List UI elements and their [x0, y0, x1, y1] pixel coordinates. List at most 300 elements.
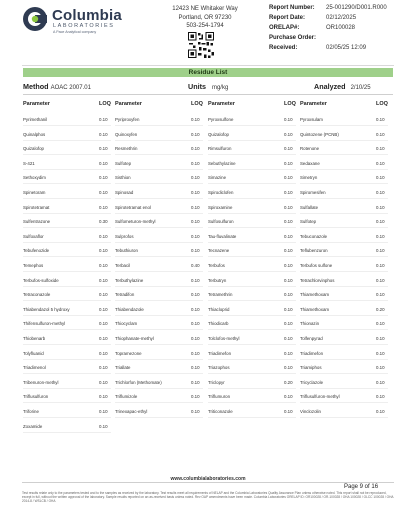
- loq-value: 0.10: [284, 409, 293, 414]
- row-divider: [300, 213, 388, 214]
- parameter-name: Spiroxamine: [208, 204, 233, 210]
- units-label: Units: [188, 82, 206, 91]
- row-divider: [300, 183, 388, 184]
- parameter-name: Quinalphos: [23, 131, 46, 137]
- parameter-name: Sebuthylazine: [208, 160, 236, 166]
- parameter-name: Vinclozolin: [300, 409, 321, 414]
- loq-value: 0.10: [284, 248, 293, 254]
- loq-value: 0.10: [284, 394, 293, 400]
- parameter-name: Quinoxyfen: [115, 131, 138, 137]
- parameter-name: Terbuthylazine: [115, 277, 144, 283]
- row-divider: [300, 125, 388, 126]
- row-divider: [300, 169, 388, 170]
- row-divider: [208, 213, 296, 214]
- report-date-label: Report Date:: [269, 15, 306, 21]
- row-divider: [23, 198, 111, 199]
- parameter-name: Terbacil: [115, 263, 131, 268]
- report-date-value: 02/12/2025: [326, 15, 357, 21]
- row-divider: [300, 417, 388, 418]
- row-divider: [115, 271, 203, 272]
- loq-value: 0.10: [99, 336, 108, 341]
- parameter-name: Tetraconazole: [23, 292, 51, 298]
- loq-value: 0.10: [284, 160, 293, 166]
- row-divider: [300, 344, 388, 345]
- parameter-name: Thifensulfuron-methyl: [23, 321, 66, 327]
- parameter-name: Topramezone: [115, 350, 142, 356]
- parameter-name: Tau-fluvalinate: [208, 233, 237, 239]
- loq-value: 0.10: [191, 350, 200, 356]
- row-divider: [115, 125, 203, 126]
- parameter-name: Sulfentrazone: [23, 219, 51, 225]
- parameter-name: Thiabendazole: [115, 306, 144, 312]
- row-divider: [23, 169, 111, 170]
- parameter-name: Tetrachlorvinphos: [300, 277, 335, 283]
- parameter-name: Terbufos-sulfoxide: [23, 277, 59, 283]
- parameter-name: Pyriproxyfen: [115, 117, 140, 122]
- loq-value: 0.10: [376, 292, 385, 298]
- parameter-name: Terbufos sulfone: [300, 263, 333, 268]
- row-divider: [115, 315, 203, 316]
- row-divider: [208, 315, 296, 316]
- parameter-name: Thiamethoxam: [300, 306, 330, 312]
- row-divider: [300, 256, 388, 257]
- loq-value: 0.20: [376, 306, 385, 312]
- parameter-name: Triflusulfuron: [23, 394, 49, 400]
- footer-divider: [22, 482, 394, 483]
- loq-value: 0.10: [99, 306, 108, 312]
- row-divider: [208, 359, 296, 360]
- row-divider: [23, 154, 111, 155]
- row-divider: [300, 227, 388, 228]
- loq-value: 0.10: [284, 117, 293, 122]
- row-divider: [115, 329, 203, 330]
- parameter-name: Trinexapac-ethyl: [115, 409, 148, 414]
- parameter-name: Spirotetramat enol: [115, 204, 151, 210]
- loq-value: 0.10: [376, 233, 385, 239]
- row-divider: [23, 140, 111, 141]
- units-value: mg/kg: [211, 85, 229, 91]
- loq-value: 0.10: [284, 190, 293, 195]
- loq-value: 0.10: [99, 365, 108, 371]
- loq-value: 0.10: [284, 277, 293, 283]
- row-divider: [23, 315, 111, 316]
- loq-value: 0.10: [191, 365, 200, 371]
- row-divider: [208, 140, 296, 141]
- loq-value: 0.10: [376, 394, 385, 400]
- row-divider: [208, 198, 296, 199]
- row-divider: [115, 373, 203, 374]
- row-divider: [115, 242, 203, 243]
- parameter-name: Tetramethrin: [208, 292, 233, 298]
- report-number-row: [269, 5, 409, 14]
- row-divider: [23, 359, 111, 360]
- row-divider: [208, 256, 296, 257]
- row-divider: [208, 402, 296, 403]
- row-divider: [208, 242, 296, 243]
- loq-value: 0.10: [191, 409, 200, 414]
- parameter-name: Thiabendazol 5 hydroxy: [23, 306, 70, 312]
- loq-value: 0.10: [284, 336, 293, 341]
- row-divider: [300, 388, 388, 389]
- loq-value: 0.10: [99, 117, 108, 122]
- parameter-name: Quizalofop: [208, 131, 229, 137]
- parameter-name: Triforine: [23, 409, 39, 414]
- parameter-name: Triadimenol: [23, 365, 46, 371]
- loq-value: 0.10: [376, 263, 385, 268]
- row-divider: [23, 344, 111, 345]
- method-field: [23, 82, 91, 91]
- loq-value: 0.10: [191, 190, 200, 195]
- loq-value: 0.20: [284, 379, 293, 385]
- parameter-name: Simazine: [208, 175, 227, 181]
- row-divider: [300, 286, 388, 287]
- parameter-name: Rimsulfuron: [208, 146, 232, 152]
- loq-value: 0.10: [376, 190, 385, 195]
- loq-value: 0.40: [191, 263, 200, 268]
- loq-value: 0.10: [99, 248, 108, 254]
- parameter-name: Spirodiclofen: [208, 190, 234, 195]
- row-divider: [208, 344, 296, 345]
- parameter-name: Triticonazole: [208, 409, 233, 414]
- row-divider: [115, 402, 203, 403]
- parameter-name: Spirotetramat: [23, 204, 50, 210]
- loq-value: 0.10: [284, 219, 293, 225]
- row-divider: [115, 213, 203, 214]
- loq-value: 0.10: [284, 306, 293, 312]
- row-divider: [300, 140, 388, 141]
- parameter-name: Triclopyr: [208, 379, 225, 385]
- loq-value: 0.10: [284, 350, 293, 356]
- row-divider: [208, 125, 296, 126]
- loq-value: 0.10: [191, 219, 200, 225]
- lab-address: [150, 5, 260, 31]
- parameter-name: Triazophos: [208, 365, 230, 371]
- loq-value: 0.10: [191, 117, 200, 122]
- loq-value: 0.10: [191, 292, 200, 298]
- parameter-name: Tolfenpyrad: [300, 336, 323, 341]
- row-divider: [208, 417, 296, 418]
- loq-value: 0.10: [191, 277, 200, 283]
- row-divider: [300, 402, 388, 403]
- parameter-name: Thiocyclam: [115, 321, 138, 327]
- loq-value: 0.10: [191, 146, 200, 152]
- loq-value: 0.10: [99, 394, 108, 400]
- loq-value: 0.10: [191, 379, 200, 385]
- parameter-name: Tolclofos-methyl: [208, 336, 240, 341]
- page-number: Page 9 of 16: [344, 484, 379, 490]
- loq-value: 0.10: [376, 365, 385, 371]
- parameter-name: Spinosad: [115, 190, 134, 195]
- loq-value: 0.10: [376, 175, 385, 181]
- parameter-name: Pyroxsulfone: [208, 117, 234, 122]
- loq-value: 0.10: [376, 248, 385, 254]
- analyzed-field: [314, 82, 371, 91]
- parameter-name: Tetradifon: [115, 292, 135, 298]
- row-divider: [23, 125, 111, 126]
- row-divider: [300, 329, 388, 330]
- parameter-name: Teflubenzuron: [300, 248, 328, 254]
- loq-value: 0.10: [376, 131, 385, 137]
- loq-value: 0.10: [376, 336, 385, 341]
- parameter-name: Triflusulfuron-methyl: [300, 394, 340, 400]
- method-value: AOAC 2007.01: [50, 85, 91, 91]
- row-divider: [115, 169, 203, 170]
- row-divider: [115, 300, 203, 301]
- loq-value: 0.10: [191, 394, 200, 400]
- purchase-order-row: [269, 35, 409, 44]
- parameter-name: Tebuconazole: [300, 233, 328, 239]
- loq-value: 0.10: [99, 233, 108, 239]
- row-divider: [23, 373, 111, 374]
- website-link[interactable]: www.columbialaboratories.com: [170, 476, 246, 482]
- header-divider: [22, 65, 394, 66]
- parameter-name: Zoxamide: [23, 423, 43, 429]
- loq-value: 0.10: [376, 117, 385, 122]
- address-line: Portland, OR 97230: [178, 14, 232, 21]
- loq-value: 0.10: [284, 175, 293, 181]
- loq-value: 0.10: [191, 336, 200, 341]
- parameter-name: Thiacloprid: [208, 306, 230, 312]
- loq-value: 0.10: [284, 321, 293, 327]
- loq-value: 0.10: [284, 292, 293, 298]
- row-divider: [115, 417, 203, 418]
- report-date-row: [269, 15, 409, 24]
- row-divider: [300, 359, 388, 360]
- row-divider: [208, 388, 296, 389]
- loq-value: 0.10: [99, 423, 108, 429]
- parameter-name: Spiromesifen: [300, 190, 326, 195]
- parameter-name: Triadimefon: [208, 350, 232, 356]
- loq-value: 0.10: [376, 350, 385, 356]
- loq-value: 0.10: [191, 233, 200, 239]
- orelap-row: [269, 25, 409, 34]
- row-divider: [115, 359, 203, 360]
- loq-value: 0.10: [191, 131, 200, 137]
- row-divider: [23, 213, 111, 214]
- row-divider: [115, 140, 203, 141]
- row-divider: [23, 300, 111, 301]
- parameter-name: S-421: [23, 160, 35, 166]
- parameter-name: Thiobenarb: [23, 336, 46, 341]
- parameter-name: Tolyfluanid: [23, 350, 44, 356]
- parameter-name: Terbutryn: [208, 277, 227, 283]
- row-divider: [208, 373, 296, 374]
- loq-value: 0.10: [376, 409, 385, 414]
- parameter-name: Tricyclazole: [300, 379, 324, 385]
- parameter-name: Triadimefon: [300, 350, 324, 356]
- parameter-name: Pyroxsulam: [300, 117, 323, 122]
- parameter-header: Parameter: [115, 101, 142, 107]
- row-divider: [23, 432, 111, 433]
- row-divider: [23, 329, 111, 330]
- loq-value: 0.10: [99, 175, 108, 181]
- parameter-name: Thiamethoxam: [300, 292, 330, 298]
- loq-value: 0.10: [284, 233, 293, 239]
- parameter-name: Terbufos: [208, 263, 225, 268]
- parameter-name: Quizalofop: [23, 146, 44, 152]
- row-divider: [208, 154, 296, 155]
- loq-value: 0.10: [191, 160, 200, 166]
- parameter-name: Sisthion: [115, 175, 131, 181]
- loq-value: 0.10: [99, 263, 108, 268]
- loq-value: 0.10: [99, 292, 108, 298]
- parameter-name: Simetryn: [300, 175, 318, 181]
- parameter-name: Thiophanate-methyl: [115, 336, 154, 341]
- qr-code-icon: [188, 32, 214, 58]
- parameter-name: Tebuthiuron: [115, 248, 138, 254]
- parameter-name: Temephos: [23, 263, 44, 268]
- report-number-value: 25-001290/D001.R000: [326, 5, 387, 11]
- loq-value: 0.10: [99, 277, 108, 283]
- parameter-name: Sulfometuron-methyl: [115, 219, 156, 225]
- row-divider: [23, 271, 111, 272]
- parameter-name: Sulfosulfuron: [208, 219, 234, 225]
- loq-value: 0.10: [284, 131, 293, 137]
- loq-value: 0.10: [99, 160, 108, 166]
- loq-value: 0.10: [99, 131, 108, 137]
- row-divider: [115, 256, 203, 257]
- row-divider: [23, 402, 111, 403]
- loq-header: LOQ: [284, 101, 296, 107]
- analyzed-label: Analyzed: [314, 82, 346, 91]
- parameter-name: Tecnazene: [208, 248, 230, 254]
- parameter-name: Sulprofos: [115, 233, 134, 239]
- row-divider: [115, 154, 203, 155]
- loq-value: 0.10: [376, 160, 385, 166]
- row-divider: [208, 227, 296, 228]
- logo-name: Columbia: [52, 7, 122, 24]
- row-divider: [115, 344, 203, 345]
- loq-value: 0.10: [99, 204, 108, 210]
- section-title: Residue List: [23, 68, 393, 77]
- logo-subtitle: LABORATORIES: [53, 23, 115, 29]
- received-row: [269, 45, 409, 54]
- purchase-order-label: Purchase Order:: [269, 35, 317, 41]
- loq-value: 0.10: [99, 409, 108, 414]
- loq-header: LOQ: [191, 101, 203, 107]
- parameter-name: Sedaxane: [300, 160, 320, 166]
- orelap-label: ORELAP#:: [269, 25, 300, 31]
- loq-value: 0.10: [376, 277, 385, 283]
- row-divider: [115, 388, 203, 389]
- loq-value: 0.10: [99, 321, 108, 327]
- parameter-name: Sulfoxaflor: [23, 233, 44, 239]
- parameter-name: Sulfallate: [300, 204, 319, 210]
- parameter-header: Parameter: [23, 101, 50, 107]
- disclaimer-text: Test results relate only to the parameters tested and to the samples as received by the laboratory. Test results meet all requirements of NELAP and the Columbia Laboratories Quality Assurance Plan unless otherwise noted. This report shall not be reproduced, except in full, without the written approval of the laboratory. Sample results reported on an as-received basis unless noted. Rev OAP amendments have been made. Columbia Laboratories ORELAP ID: OR100028 / OR-100028 / OHA 100028 / OLCC 100028 / OHA 2014-8 / WSLCB / OHA: [22, 491, 394, 504]
- meta-divider: [23, 94, 393, 95]
- loq-header: LOQ: [376, 101, 388, 107]
- parameter-name: Tribenuron-methyl: [23, 379, 59, 385]
- loq-header: LOQ: [99, 101, 111, 107]
- parameter-name: Sethoxydim: [23, 175, 46, 181]
- row-divider: [208, 286, 296, 287]
- columbia-logo-icon: [22, 6, 48, 32]
- parameter-name: Rotenone: [300, 146, 320, 152]
- row-divider: [300, 271, 388, 272]
- parameter-header: Parameter: [300, 101, 327, 107]
- received-value: 02/05/25 12:09: [326, 45, 367, 51]
- parameter-name: Triamiphos: [300, 365, 322, 371]
- row-divider: [115, 198, 203, 199]
- method-label: Method: [23, 82, 49, 91]
- loq-value: 0.10: [284, 263, 293, 268]
- parameter-name: Trichlorfon (Methomate): [115, 379, 162, 385]
- row-divider: [23, 227, 111, 228]
- analyzed-value: 2/10/25: [350, 85, 371, 91]
- row-divider: [23, 242, 111, 243]
- parameter-name: Pyrimethanil: [23, 117, 48, 122]
- parameter-name: Tebufenozide: [23, 248, 50, 254]
- row-divider: [208, 169, 296, 170]
- row-divider: [300, 154, 388, 155]
- parameter-name: Triflumizole: [115, 394, 138, 400]
- row-divider: [300, 242, 388, 243]
- parameter-header: Parameter: [208, 101, 235, 107]
- row-divider: [300, 300, 388, 301]
- loq-value: 0.10: [191, 306, 200, 312]
- loq-value: 0.10: [99, 190, 108, 195]
- phone-number: 503-254-1794: [186, 23, 224, 30]
- loq-value: 0.10: [376, 219, 385, 225]
- parameter-name: Triallate: [115, 365, 131, 371]
- parameter-name: Spinetoram: [23, 190, 46, 195]
- loq-value: 0.10: [191, 321, 200, 327]
- row-divider: [23, 256, 111, 257]
- orelap-value: OR100028: [326, 25, 356, 31]
- loq-value: 0.10: [191, 248, 200, 254]
- parameter-name: Thionazin: [300, 321, 320, 327]
- loq-value: 0.10: [376, 321, 385, 327]
- loq-value: 0.10: [376, 146, 385, 152]
- loq-value: 0.10: [284, 365, 293, 371]
- row-divider: [208, 183, 296, 184]
- row-divider: [23, 286, 111, 287]
- row-divider: [115, 286, 203, 287]
- report-number-label: Report Number:: [269, 5, 315, 11]
- parameter-name: Triflumuron: [208, 394, 231, 400]
- units-field: [188, 82, 228, 91]
- loq-value: 0.10: [191, 175, 200, 181]
- row-divider: [23, 417, 111, 418]
- address-line: 12423 NE Whitaker Way: [172, 6, 238, 12]
- parameter-name: Sulfotep: [115, 160, 132, 166]
- loq-value: 0.30: [99, 219, 108, 225]
- loq-value: 0.10: [99, 350, 108, 356]
- row-divider: [208, 329, 296, 330]
- row-divider: [300, 198, 388, 199]
- row-divider: [115, 227, 203, 228]
- loq-value: 0.10: [284, 204, 293, 210]
- loq-value: 0.10: [376, 204, 385, 210]
- row-divider: [208, 300, 296, 301]
- loq-value: 0.10: [99, 379, 108, 385]
- row-divider: [23, 388, 111, 389]
- row-divider: [300, 315, 388, 316]
- loq-value: 0.10: [99, 146, 108, 152]
- parameter-name: Quintozene (PCNB): [300, 131, 339, 137]
- row-divider: [23, 183, 111, 184]
- parameter-name: Sulfotep: [300, 219, 317, 225]
- parameter-name: Resmethrin: [115, 146, 138, 152]
- loq-value: 0.10: [191, 204, 200, 210]
- row-divider: [115, 183, 203, 184]
- row-divider: [208, 271, 296, 272]
- loq-value: 0.10: [284, 146, 293, 152]
- received-label: Received:: [269, 45, 298, 51]
- parameter-name: Thiodicarb: [208, 321, 229, 327]
- logo-tagline: A Pace Analytical company: [53, 30, 97, 34]
